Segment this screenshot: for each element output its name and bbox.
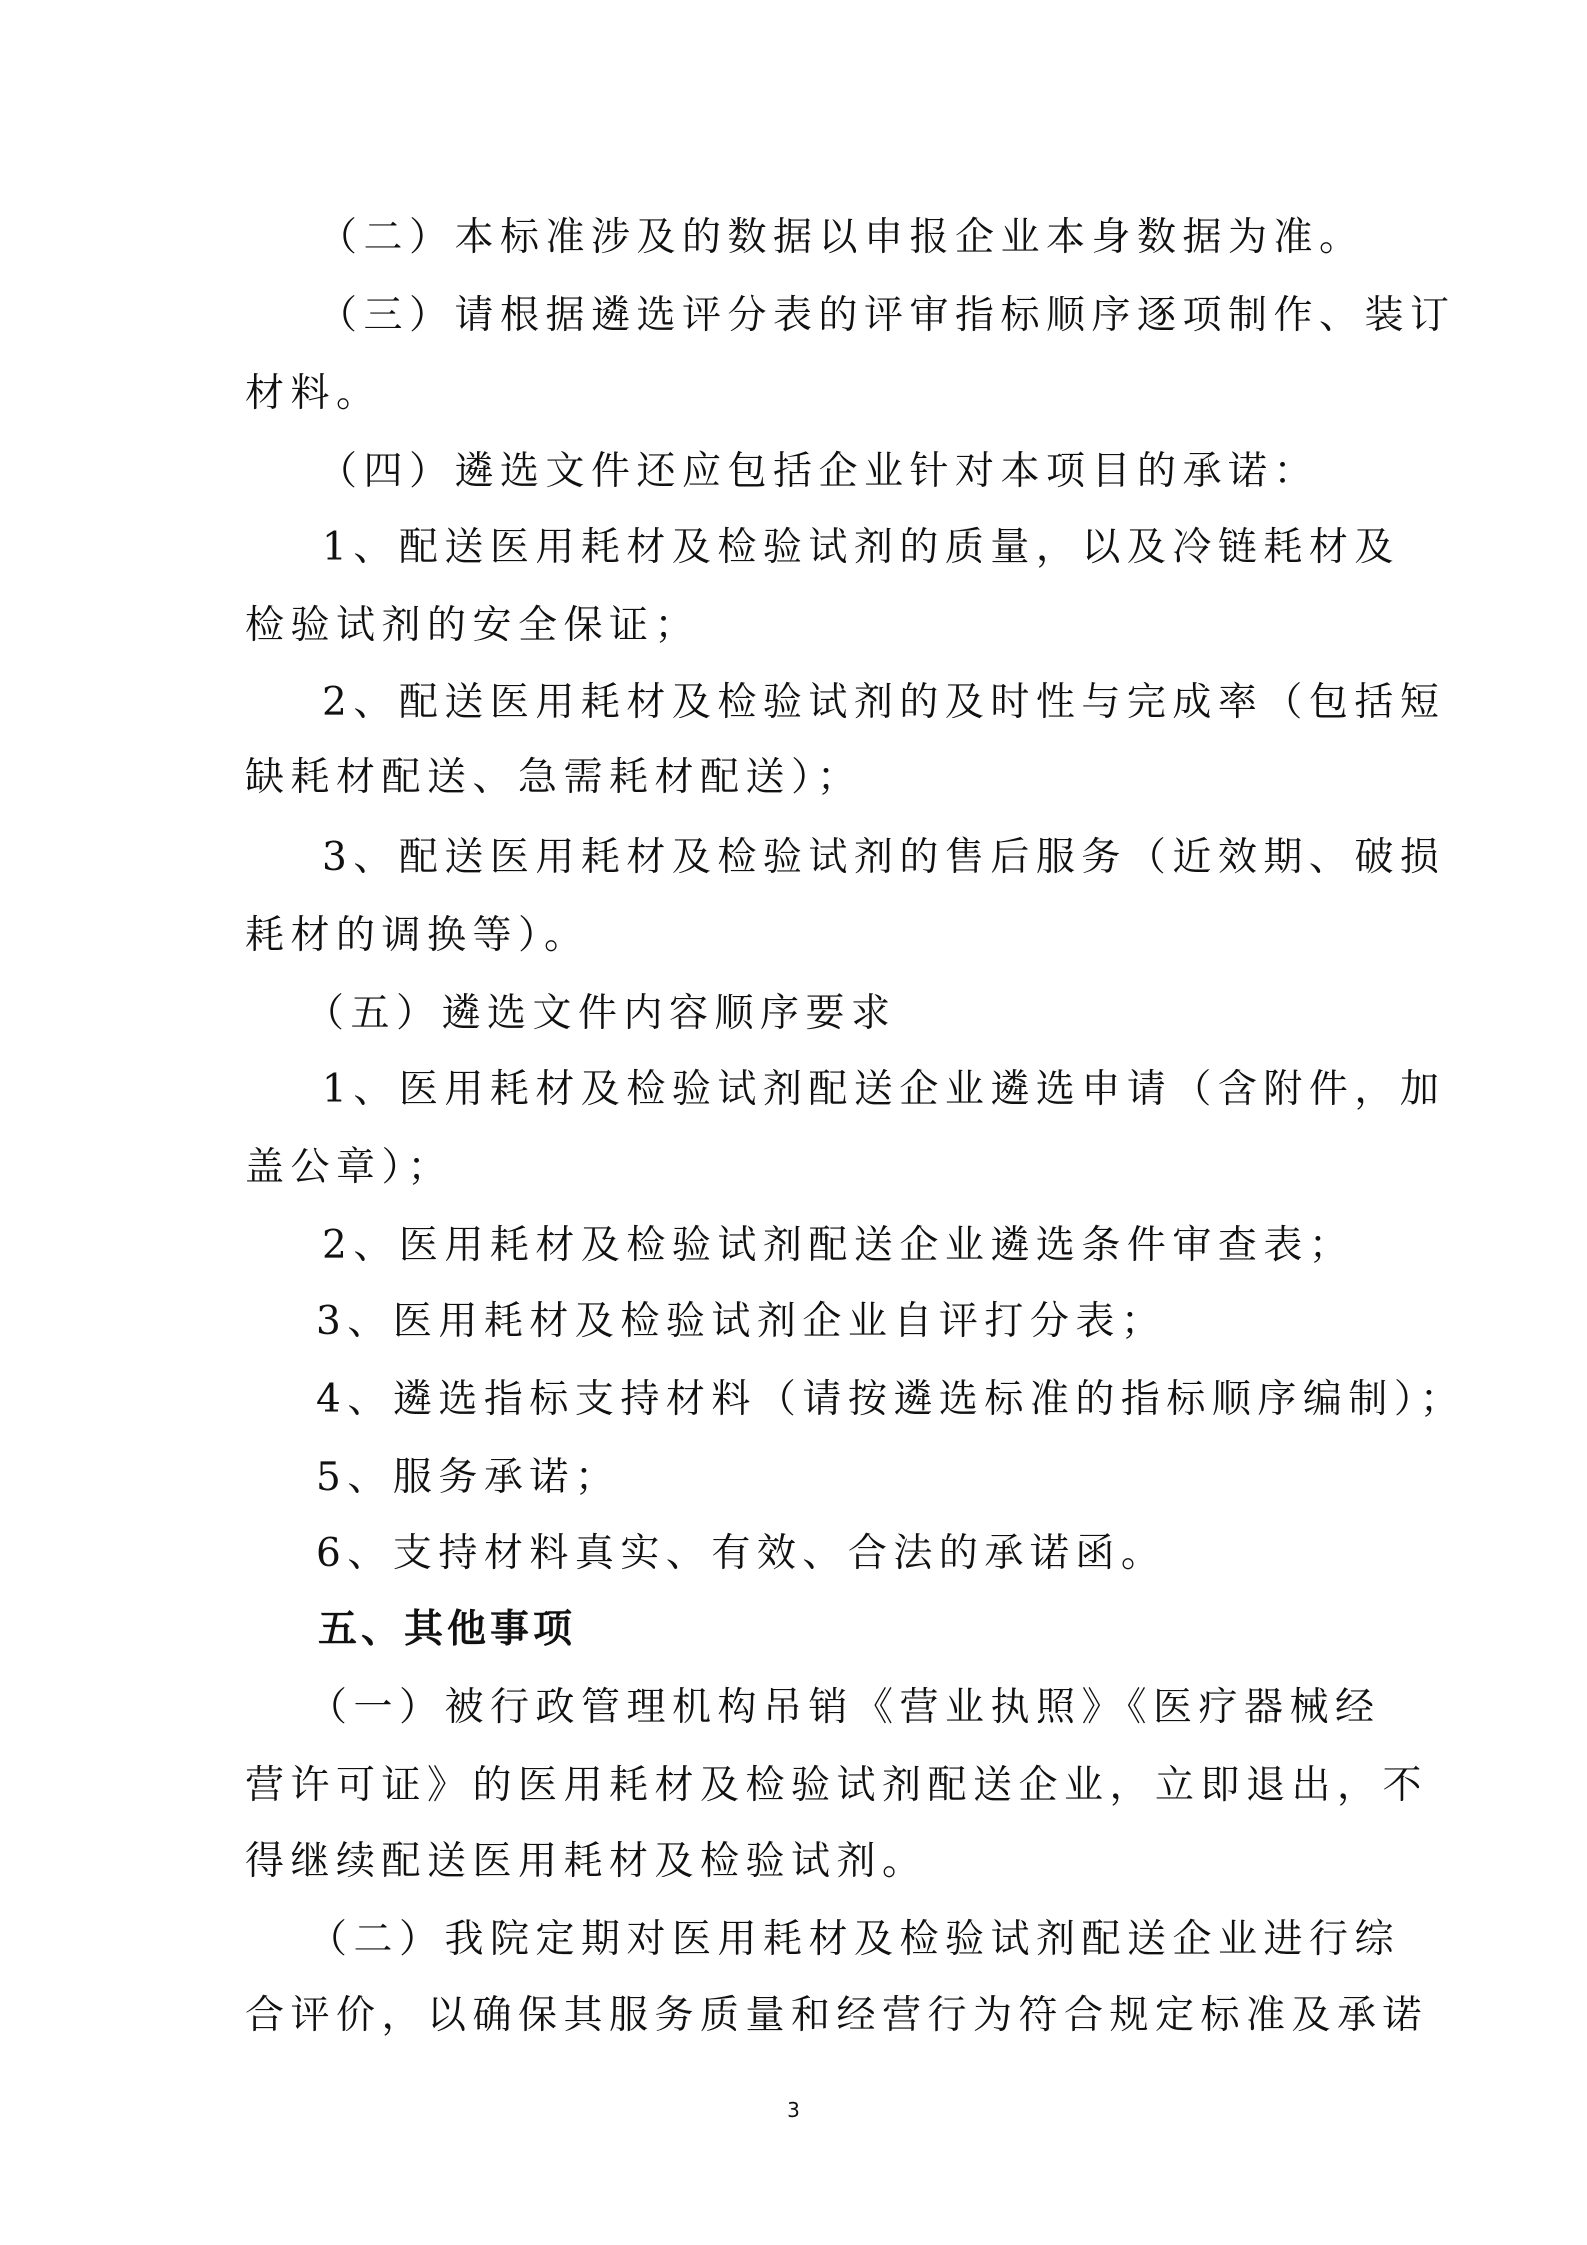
- commitment-item-3-line-2: 耗材的调换等）。: [245, 913, 590, 958]
- file-order-item-2: 2、医用耗材及检验试剂配送企业遴选条件审查表；: [322, 1223, 1355, 1268]
- file-order-item-5: 5、服务承诺；: [316, 1455, 621, 1500]
- paragraph-2-3-line-1: （三）请根据遴选评分表的评审指标顺序逐项制作、装订: [318, 293, 1456, 338]
- paragraph-5-1-line-2: 营许可证》的医用耗材及检验试剂配送企业，立即退出，不: [245, 1763, 1429, 1808]
- paragraph-2-2: （二）本标准涉及的数据以申报企业本身数据为准。: [318, 215, 1365, 260]
- file-order-item-6: 6、支持材料真实、有效、合法的承诺函。: [316, 1531, 1167, 1576]
- section-heading-other-matters: 五、其他事项: [318, 1607, 577, 1652]
- commitment-item-1-line-1: 1、配送医用耗材及检验试剂的质量，以及冷链耗材及: [322, 525, 1400, 570]
- paragraph-5-2-line-2: 合评价，以确保其服务质量和经营行为符合规定标准及承诺: [245, 1993, 1429, 2038]
- commitment-item-2-line-1: 2、配送医用耗材及检验试剂的及时性与完成率（包括短: [322, 680, 1446, 725]
- file-order-item-1-line-2: 盖公章）；: [245, 1145, 454, 1190]
- paragraph-5-1-line-1: （一）被行政管理机构吊销《营业执照》《医疗器械经: [308, 1685, 1381, 1730]
- file-order-item-1-line-1: 1、医用耗材及检验试剂配送企业遴选申请（含附件，加: [322, 1067, 1446, 1112]
- commitment-item-3-line-1: 3、配送医用耗材及检验试剂的售后服务（近效期、破损: [322, 835, 1446, 880]
- file-order-item-4: 4、遴选指标支持材料（请按遴选标准的指标顺序编制）；: [316, 1377, 1466, 1422]
- page-number: 3: [787, 2098, 800, 2122]
- paragraph-2-3-line-2: 材料。: [245, 371, 382, 416]
- paragraph-2-5: （五）遴选文件内容顺序要求: [305, 991, 897, 1036]
- paragraph-2-4: （四）遴选文件还应包括企业针对本项目的承诺：: [318, 449, 1320, 494]
- file-order-item-3: 3、医用耗材及检验试剂企业自评打分表；: [316, 1299, 1167, 1344]
- commitment-item-1-line-2: 检验试剂的安全保证；: [245, 603, 701, 648]
- commitment-item-2-line-2: 缺耗材配送、急需耗材配送）；: [245, 755, 863, 800]
- paragraph-5-1-line-3: 得继续配送医用耗材及检验试剂。: [245, 1839, 928, 1884]
- paragraph-5-2-line-1: （二）我院定期对医用耗材及检验试剂配送企业进行综: [308, 1917, 1401, 1962]
